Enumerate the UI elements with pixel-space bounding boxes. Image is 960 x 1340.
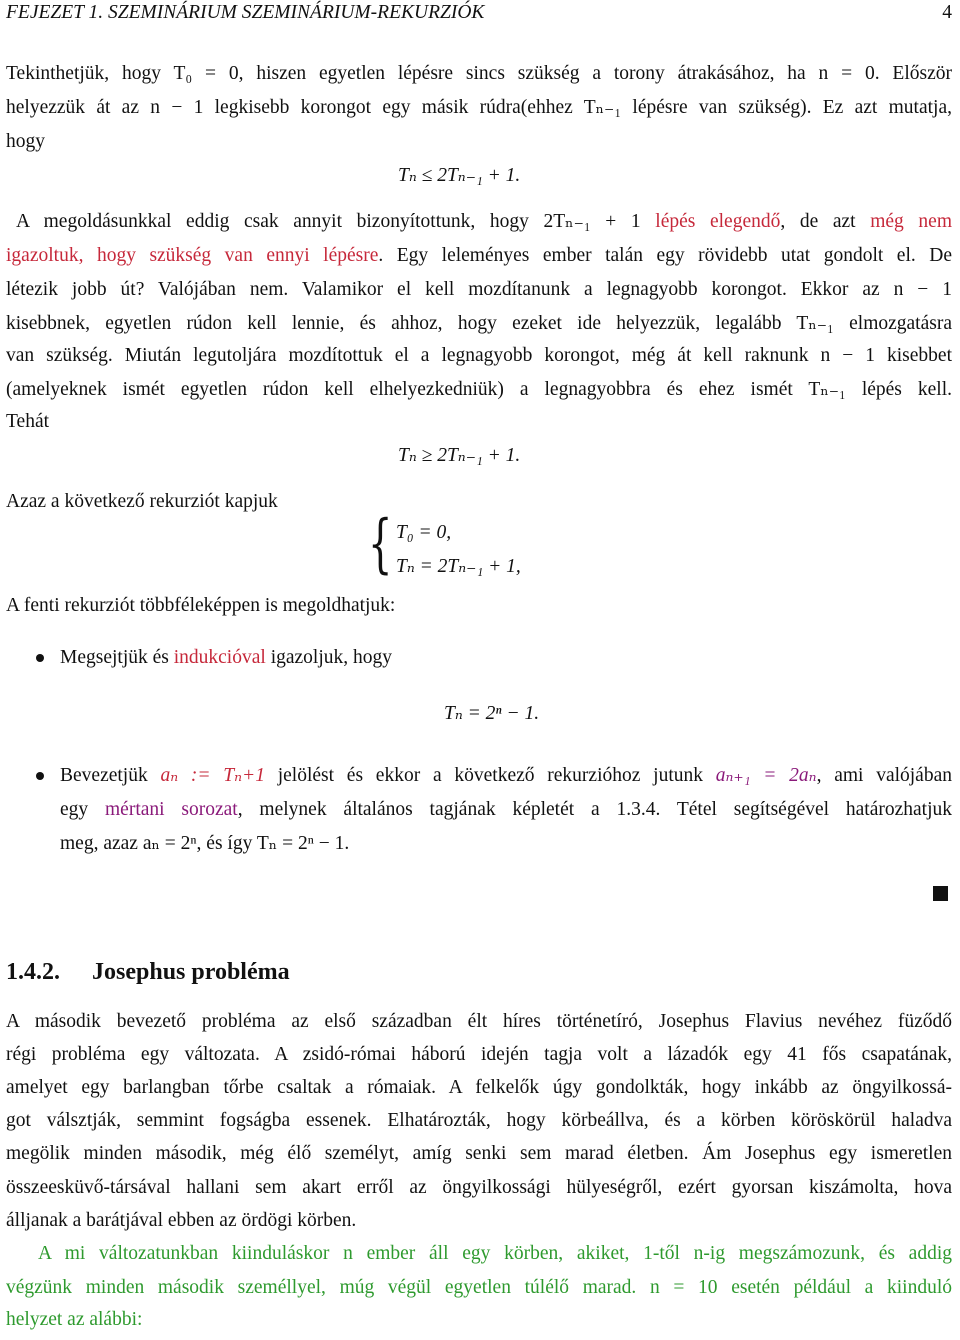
link-meg-nem[interactable]: még nem [870, 211, 952, 232]
section-number: 1.4.2. [6, 959, 60, 985]
recursion-row-1: T₀ = 0, [396, 522, 452, 543]
bullet-icon [36, 772, 44, 780]
p5-line-3: amelyet egy barlangban tőrbe csaltak a rómaiak. A felkelők úgy gondolkták, hogy inkább az öngyilkossá- [6, 1077, 952, 1098]
p5-line-4: got válsztják, semmint fogságba essenek. Elhatározták, hogy körbeállva, és a körben köröskörül haladva [6, 1110, 952, 1131]
running-header [6, 2, 952, 24]
bullet-2-line-3: meg, azaz aₙ = 2ⁿ, és így Tₙ = 2ⁿ − 1. [60, 833, 350, 854]
p5-line-5: megölik minden második, még élő személyt, amíg senki sem marad életben. Ám Josephus egy ismeretlen [6, 1143, 952, 1164]
p2-line-5: van szükség. Miután legutoljára mozdítottuk el a legnagyobb korongot, még át kell raknunk n − 1 kisebbet [6, 345, 952, 366]
p6-line-2: végzünk minden második személlyel, múg végül egyetlen túlélő marad. n = 10 esetén például a kiinduló [6, 1277, 952, 1298]
link-lepes-elegendo[interactable]: lépés elegendő [655, 211, 781, 232]
equation-lower-bound: Tₙ ≥ 2Tₙ₋₁ + 1. [398, 445, 521, 466]
bullet-1-text: Megsejtjük és [60, 647, 174, 668]
p2-line-4: kisebbnek, egyetlen rúdon kell lennie, és ahhoz, hogy ezeket ide helyezzük, legalább Tₙ₋₁ elmozgatásra [6, 313, 952, 334]
bullet-2-text: egy [60, 799, 105, 820]
p6-line-1: A mi változatunkban kiinduláskor n ember áll egy körben, akiket, 1-től n-ig megszámozunk, és addig [38, 1243, 952, 1264]
p6-line-3: helyzet az alábbi: [6, 1309, 143, 1330]
equation-upper-bound: Tₙ ≤ 2Tₙ₋₁ + 1. [398, 165, 521, 186]
section-heading [6, 958, 290, 986]
bullet-2-text: , ami valójában [816, 765, 952, 786]
section-title: Josephus probléma [92, 959, 290, 985]
p5-line-2: régi probléma egy változata. A zsidó-római háború idején tagja volt a lázadók egy 41 fős csapatának, [6, 1044, 952, 1065]
p1-line-1: Tekinthetjük, hogy T₀ = 0, hiszen egyetlen lépésre sincs szükség a torony átrakásához, ha n = 0. Először [6, 63, 952, 84]
link-igazoltuk[interactable]: igazoltuk, hogy szükség van ennyi lépésre [6, 245, 379, 266]
p3-line: Azaz a következő rekurziót kapjuk [6, 491, 278, 512]
p4-line: A fenti rekurziót többféleképpen is megoldhatjuk: [6, 595, 396, 616]
equation-closed-form: Tₙ = 2ⁿ − 1. [444, 703, 540, 724]
p2-text: . Egy leleményes ember talán egy rövidebb utat gondolt el. De [378, 245, 952, 266]
link-an-recursion[interactable]: aₙ₊₁ = 2aₙ [715, 765, 817, 786]
page-number: 4 [942, 2, 952, 23]
bullet-2-line-2 [60, 798, 952, 822]
p2-line-7: Tehát [6, 411, 50, 432]
p5-line-7: álljanak a barátjával ebben az ördögi körben. [6, 1210, 357, 1231]
p2-line-2 [6, 244, 952, 268]
bullet-2-line-1 [60, 764, 952, 788]
link-mertani-sorozat[interactable]: mértani sorozat [105, 799, 238, 820]
link-an-definition[interactable]: aₙ := Tₙ+1 [160, 765, 265, 786]
bullet-2-text: Bevezetjük [60, 765, 161, 786]
p2-line-3: létezik jobb út? Valójában nem. Valamikor el kell mozdítanunk a legnagyobb korongot. Ekkor az n − 1 [6, 279, 952, 300]
p1-line-3: hogy [6, 131, 45, 152]
p2-line-6: (amelyeknek ismét egyetlen rúdon kell elhelyezkedniük) a legnagyobbra és ehez ismét Tₙ₋₁ lépés kell. [6, 379, 952, 400]
chapter-title: FEJEZET 1. SZEMINÁRIUM SZEMINÁRIUM-REKURZIÓK [6, 2, 485, 23]
p5-line-6: összeesküvő-társával hallani sem akart erről az öngyilkossági hülyeségről, ezért gyorsan kiszámolta, hova [6, 1177, 952, 1198]
link-indukcioval[interactable]: indukcióval [173, 647, 266, 668]
bullet-2-text: , melynek általános tagjának képletét a 1.3.4. Tétel segítségével határozhatjuk [237, 799, 953, 820]
left-brace-icon: { [368, 507, 393, 581]
p2-text: A megoldásunkkal eddig csak annyit bizonyítottunk, hogy 2Tₙ₋₁ + 1 [16, 211, 656, 232]
bullet-2-text: jelölést és ekkor a következő rekurzióhoz jutunk [264, 765, 716, 786]
bullet-1-text: igazoljuk, hogy [265, 647, 393, 668]
bullet-icon [36, 654, 44, 662]
qed-square-icon [933, 886, 948, 901]
p1-line-2: helyezzük át az n − 1 legkisebb korongot egy másik rúdra(ehhez Tₙ₋₁ lépésre van szükség). Ez azt mutatja, [6, 97, 952, 118]
p2-text: , de azt [780, 211, 871, 232]
p5-line-1: A második bevezető probléma az első században élt híres történetíró, Josephus Flavius nevéhez füződő [6, 1011, 952, 1032]
recursion-row-2: Tₙ = 2Tₙ₋₁ + 1, [396, 556, 521, 577]
bullet-1-line [60, 646, 952, 670]
p2-line-1 [16, 210, 952, 234]
